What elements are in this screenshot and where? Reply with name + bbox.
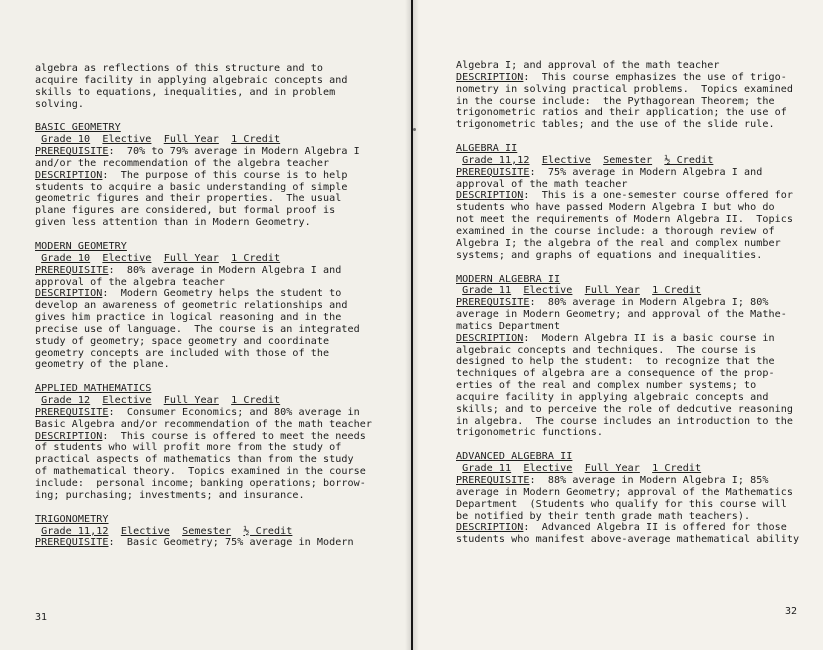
section-gap bbox=[456, 262, 799, 274]
course-meta-item: Grade 10 bbox=[41, 252, 91, 264]
text-run: : Modern Algebra II is a basic course in bbox=[523, 332, 775, 344]
course-title: MODERN GEOMETRY bbox=[35, 240, 127, 252]
text-run: designed to help the student: to recognize that the bbox=[456, 356, 775, 368]
page-number-left: 31 bbox=[35, 612, 48, 623]
field-label: PREREQUISITE bbox=[456, 297, 530, 309]
text-run: Algebra I; the algebra of the real and complex number bbox=[456, 237, 781, 249]
course-meta-item: Grade 11 bbox=[462, 463, 512, 475]
text-run: : This is a one-semester course offered for bbox=[523, 190, 793, 202]
text-line bbox=[456, 297, 799, 309]
text-line bbox=[456, 368, 799, 380]
course-meta-item: Semester bbox=[603, 154, 653, 166]
section-gap bbox=[456, 131, 799, 143]
text-run: study of geometry; space geometry and coordinate bbox=[35, 335, 330, 347]
text-run: Department (Students who qualify for this course will bbox=[456, 498, 787, 510]
text-run: : Basic Geometry; 75% average in Modern bbox=[108, 537, 354, 549]
text-run: trigonometric ratios and their application; the use of bbox=[456, 107, 787, 119]
course-meta-item: 1 Credit bbox=[652, 285, 702, 297]
text-line bbox=[35, 75, 372, 87]
course-meta-item: Semester bbox=[182, 525, 232, 537]
course-meta-item: 1 Credit bbox=[652, 463, 702, 475]
course-title: MODERN ALGEBRA II bbox=[456, 273, 561, 285]
text-line bbox=[35, 442, 372, 454]
text-line bbox=[456, 321, 799, 333]
text-line bbox=[35, 312, 372, 324]
text-line bbox=[456, 226, 799, 238]
text-run: : This course emphasizes the use of trigo- bbox=[523, 71, 787, 83]
course-meta-item: Elective bbox=[102, 252, 152, 264]
text-line bbox=[35, 336, 372, 348]
text-line bbox=[456, 214, 799, 226]
text-run: trigonometric tables; and the use of the slide rule. bbox=[456, 119, 775, 131]
course-title: BASIC GEOMETRY bbox=[35, 122, 121, 134]
text-line bbox=[35, 490, 372, 502]
course-meta-item: Full Year bbox=[163, 252, 219, 264]
field-label: DESCRIPTION bbox=[456, 522, 524, 534]
text-line bbox=[35, 407, 372, 419]
text-run: Basic Algebra and/or recommendation of the math teacher bbox=[35, 418, 372, 430]
text-run: : 80% average in Modern Algebra I; 80% bbox=[529, 297, 769, 309]
field-label: DESCRIPTION bbox=[35, 169, 103, 181]
text-run: of students who will profit more from the study of bbox=[35, 442, 342, 454]
text-line bbox=[456, 84, 799, 96]
text-line bbox=[456, 522, 799, 534]
course-meta-item: Elective bbox=[523, 285, 573, 297]
text-line bbox=[35, 324, 372, 336]
text-line bbox=[35, 182, 372, 194]
text-line bbox=[456, 380, 799, 392]
course-meta-item: Grade 11,12 bbox=[41, 525, 109, 537]
course-meta-item: Grade 11 bbox=[462, 285, 512, 297]
text-run: skills; and to perceive the role of dedcutive reasoning bbox=[456, 403, 793, 415]
text-run: in the course include: the Pythagorean Theorem; the bbox=[456, 95, 775, 107]
text-line bbox=[456, 179, 799, 191]
course-meta-item: Full Year bbox=[163, 134, 219, 146]
text-run: : 80% average in Modern Algebra I and bbox=[108, 264, 342, 276]
course-meta-item: ½ Credit bbox=[243, 525, 293, 537]
text-line bbox=[456, 202, 799, 214]
text-run: students who manifest above-average mathematical ability bbox=[456, 534, 800, 546]
text-line bbox=[35, 87, 372, 99]
course-meta-item: Elective bbox=[523, 463, 573, 475]
text-run: algebra as reflections of this structure and to bbox=[35, 63, 323, 74]
course-title: APPLIED MATHEMATICS bbox=[35, 383, 152, 395]
text-run: : 75% average in Modern Algebra I and bbox=[529, 166, 763, 178]
course-meta-line bbox=[35, 253, 372, 265]
text-line bbox=[35, 300, 372, 312]
text-line bbox=[35, 454, 372, 466]
course-meta-item: Full Year bbox=[163, 395, 219, 407]
text-run: not meet the requirements of Modern Algebra II. Topics bbox=[456, 214, 793, 226]
text-line bbox=[456, 534, 799, 546]
text-run: trigonometric functions. bbox=[456, 427, 604, 439]
text-line bbox=[35, 63, 372, 75]
text-run: skills to equations, inequalities, and in problem bbox=[35, 86, 336, 98]
text-line bbox=[35, 158, 372, 170]
text-run: examined in the course include: a thorough review of bbox=[456, 225, 775, 237]
text-run: and/or the recommendation of the algebra teacher bbox=[35, 157, 330, 169]
course-meta-item: 1 Credit bbox=[231, 252, 281, 264]
section-gap bbox=[35, 110, 372, 122]
course-meta-line bbox=[35, 526, 372, 538]
text-run: precise use of language. The course is an integrated bbox=[35, 323, 360, 335]
text-line bbox=[456, 107, 799, 119]
course-title: ALGEBRA II bbox=[456, 143, 518, 155]
text-run: algebraic concepts and techniques. The course is bbox=[456, 344, 757, 356]
field-label: PREREQUISITE bbox=[35, 264, 109, 276]
text-line bbox=[456, 238, 799, 250]
text-run: systems; and graphs of equations and inequalities. bbox=[456, 249, 763, 261]
text-run: solving. bbox=[35, 98, 85, 110]
text-run: ing; purchasing; investments; and insurance. bbox=[35, 489, 305, 501]
field-label: PREREQUISITE bbox=[35, 537, 109, 549]
course-meta-item: ½ Credit bbox=[664, 154, 714, 166]
text-run: include: personal income; banking operations; borrow- bbox=[35, 478, 366, 489]
text-line bbox=[456, 345, 799, 357]
text-run: geometric figures and their properties. The usual bbox=[35, 193, 342, 205]
course-meta-item: Full Year bbox=[584, 463, 640, 475]
course-title-line bbox=[35, 241, 372, 253]
text-line bbox=[456, 190, 799, 202]
text-line bbox=[35, 170, 372, 182]
text-run: : The purpose of this course is to help bbox=[102, 169, 348, 181]
text-run: develop an awareness of geometric relationships and bbox=[35, 300, 348, 312]
text-run: : Modern Geometry helps the student to bbox=[102, 288, 342, 300]
course-meta-item: Elective bbox=[102, 134, 152, 146]
course-title-line bbox=[35, 383, 372, 395]
text-run: Algebra I; and approval of the math teacher bbox=[456, 60, 720, 71]
field-label: DESCRIPTION bbox=[35, 430, 103, 442]
course-meta-line bbox=[35, 395, 372, 407]
course-meta-item: Grade 12 bbox=[41, 395, 91, 407]
text-line bbox=[35, 431, 372, 443]
text-run: acquire facility in applying algebraic concepts and bbox=[456, 391, 769, 403]
text-line bbox=[456, 427, 799, 439]
section-gap bbox=[35, 502, 372, 514]
course-title: TRIGONOMETRY bbox=[35, 513, 109, 525]
text-run: practical aspects of mathematics than from the study bbox=[35, 454, 354, 466]
field-label: PREREQUISITE bbox=[456, 166, 530, 178]
course-title: ADVANCED ALGEBRA II bbox=[456, 451, 573, 463]
text-run: students to acquire a basic understanding of simple bbox=[35, 181, 348, 193]
course-meta-item: Elective bbox=[120, 525, 170, 537]
text-line bbox=[456, 60, 799, 72]
text-line bbox=[35, 205, 372, 217]
text-line bbox=[35, 99, 372, 111]
page-number-right: 32 bbox=[785, 606, 798, 617]
text-run: in algebra. The course includes an introduction to the bbox=[456, 415, 793, 427]
field-label: PREREQUISITE bbox=[456, 475, 530, 486]
course-title-line bbox=[456, 143, 799, 155]
text-run: average in Modern Geometry; and approval of the Mathe- bbox=[456, 309, 787, 321]
text-run: gives him practice in logical reasoning and in the bbox=[35, 312, 342, 324]
text-line bbox=[456, 511, 799, 523]
text-run: given less attention than in Modern Geometry. bbox=[35, 217, 311, 229]
section-gap bbox=[456, 439, 799, 451]
text-run: acquire facility in applying algebraic concepts and bbox=[35, 74, 348, 86]
text-line bbox=[35, 217, 372, 229]
field-label: PREREQUISITE bbox=[35, 146, 109, 158]
text-line bbox=[456, 333, 799, 345]
text-line bbox=[456, 96, 799, 108]
text-line bbox=[456, 72, 799, 84]
text-line bbox=[456, 356, 799, 368]
course-meta-item: Elective bbox=[102, 395, 152, 407]
field-label: DESCRIPTION bbox=[456, 332, 524, 344]
text-line bbox=[456, 487, 799, 499]
text-line bbox=[35, 277, 372, 289]
text-line bbox=[456, 475, 799, 487]
course-meta-item: Elective bbox=[541, 154, 591, 166]
book-gutter bbox=[405, 0, 419, 650]
text-run: approval of the math teacher bbox=[456, 178, 628, 190]
text-run: average in Modern Geometry; approval of the Mathematics bbox=[456, 486, 793, 498]
field-label: DESCRIPTION bbox=[456, 190, 524, 202]
course-title-line bbox=[35, 122, 372, 134]
course-title-line bbox=[35, 514, 372, 526]
course-title-line bbox=[456, 451, 799, 463]
text-run: matics Department bbox=[456, 320, 561, 332]
text-line bbox=[456, 309, 799, 321]
left-page-text bbox=[35, 63, 372, 549]
text-line bbox=[456, 392, 799, 404]
text-line bbox=[456, 404, 799, 416]
text-line bbox=[456, 250, 799, 262]
course-meta-item: 1 Credit bbox=[231, 395, 281, 407]
page-right bbox=[413, 0, 823, 650]
text-run: : 88% average in Modern Algebra I; 85% bbox=[529, 475, 769, 486]
field-label: DESCRIPTION bbox=[456, 71, 524, 83]
text-run: geometry of the plane. bbox=[35, 359, 170, 371]
text-line bbox=[35, 478, 372, 490]
text-run: students who have passed Modern Algebra I but who do bbox=[456, 202, 775, 214]
text-line bbox=[35, 265, 372, 277]
course-meta-line bbox=[456, 285, 799, 297]
text-line bbox=[456, 499, 799, 511]
text-line bbox=[456, 119, 799, 131]
text-run: : 70% to 79% average in Modern Algebra I bbox=[108, 146, 360, 158]
text-line bbox=[35, 146, 372, 158]
text-line bbox=[35, 359, 372, 371]
section-gap bbox=[35, 229, 372, 241]
right-page-text bbox=[456, 60, 799, 546]
course-meta-item: 1 Credit bbox=[231, 134, 281, 146]
course-meta-item: Grade 10 bbox=[41, 134, 91, 146]
course-meta-line bbox=[456, 155, 799, 167]
page-left bbox=[0, 0, 411, 650]
text-run: : Consumer Economics; and 80% average in bbox=[108, 406, 360, 418]
text-line bbox=[456, 167, 799, 179]
course-meta-item: Grade 11,12 bbox=[462, 154, 530, 166]
text-run: be notified by their tenth grade math teachers). bbox=[456, 510, 751, 522]
text-line bbox=[35, 288, 372, 300]
course-title-line bbox=[456, 274, 799, 286]
text-run: erties of the real and complex number systems; to bbox=[456, 380, 757, 392]
text-run: approval of the algebra teacher bbox=[35, 276, 225, 288]
field-label: PREREQUISITE bbox=[35, 406, 109, 418]
text-run: geometry concepts are included with those of the bbox=[35, 347, 330, 359]
course-meta-line bbox=[35, 134, 372, 146]
text-line bbox=[35, 193, 372, 205]
text-run: techniques of algebra are a consequence of the prop- bbox=[456, 368, 775, 380]
course-meta-line bbox=[456, 463, 799, 475]
text-run: plane figures are considered, but formal proof is bbox=[35, 205, 336, 217]
text-run: of mathematical theory. Topics examined in the course bbox=[35, 466, 366, 478]
text-run: : Advanced Algebra II is offered for those bbox=[523, 522, 787, 534]
section-gap bbox=[35, 371, 372, 383]
text-line bbox=[35, 419, 372, 431]
text-line bbox=[35, 348, 372, 360]
text-run: : This course is offered to meet the needs bbox=[102, 430, 366, 442]
text-line bbox=[35, 537, 372, 549]
field-label: DESCRIPTION bbox=[35, 288, 103, 300]
text-line bbox=[456, 416, 799, 428]
course-meta-item: Full Year bbox=[584, 285, 640, 297]
text-line bbox=[35, 466, 372, 478]
text-run: nometry in solving practical problems. Topics examined bbox=[456, 83, 793, 95]
